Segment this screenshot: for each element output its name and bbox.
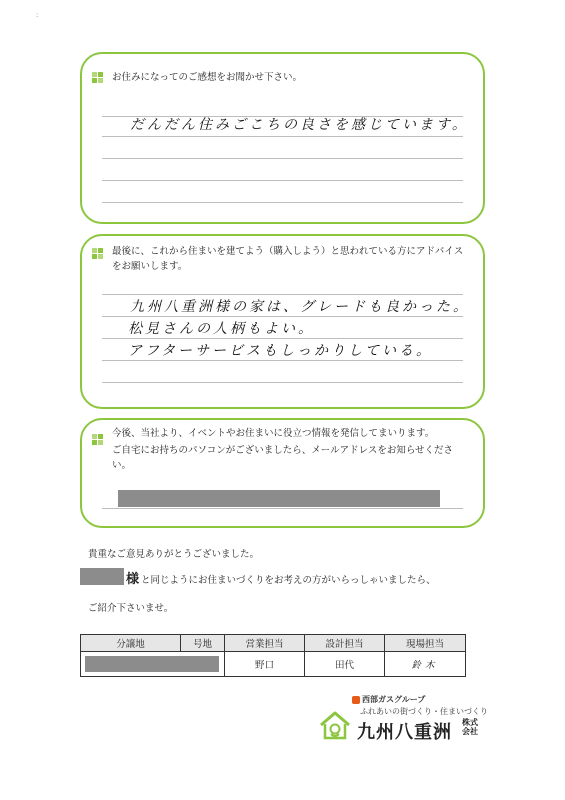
logo-tagline: ふれあいの街づくり・住まいづくり <box>360 707 488 716</box>
ruled-line <box>102 508 463 509</box>
feedback-box <box>80 52 485 224</box>
design-rep: 田代 <box>305 652 385 677</box>
company-suffix: 株式会社 <box>462 718 478 736</box>
staff-table <box>80 634 466 677</box>
ruled-line <box>102 338 463 339</box>
flame-icon <box>352 696 360 704</box>
handwritten-answer: 松見さんの人柄もよい。 <box>128 321 315 337</box>
green-square-icon <box>92 72 104 84</box>
redacted-name <box>80 568 124 585</box>
house-logo-icon <box>318 710 352 742</box>
sales-rep: 野口 <box>225 652 305 677</box>
handwritten-answer: 九州八重洲様の家は、グレードも良かった。 <box>130 299 470 315</box>
header-lot: 号地 <box>181 635 225 652</box>
info-text: 今後、当社より、イベントやお住まいに役立つ情報を発信してまいります。 <box>112 428 435 439</box>
redacted-email <box>118 490 440 507</box>
email-request-text: ご自宅にお持ちのパソコンがございましたら、メールアドレスをお知らせください。 <box>112 445 454 471</box>
redacted-subdivision <box>85 656 219 672</box>
header-subdivision: 分譲地 <box>81 635 181 652</box>
email-box <box>80 418 485 528</box>
please-text: ご紹介下さいませ。 <box>88 603 174 614</box>
group-logo <box>352 694 425 705</box>
company-name: 九州八重洲 <box>357 722 452 743</box>
intro-text: と同じようにお住まいづくりをお考えの方がいらっしゃいましたら、 <box>141 575 436 586</box>
ruled-line <box>102 158 463 159</box>
question-text: 最後に、これから住まいを建てよう（購入しよう）と思われている方にアドバイスをお願いします。 <box>112 246 464 272</box>
green-square-icon <box>92 434 104 446</box>
handwritten-answer: だんだん住みごこちの良さを感じています。 <box>130 117 469 133</box>
group-name: 西部ガスグループ <box>362 695 426 704</box>
ruled-line <box>102 136 463 137</box>
ruled-line <box>102 180 463 181</box>
ruled-line <box>102 382 463 383</box>
thanks-text: 貴重なご意見ありがとうございました。 <box>88 549 260 560</box>
honorific: 様 <box>126 572 140 587</box>
header-design: 設計担当 <box>305 635 385 652</box>
site-rep: 鈴木 <box>385 652 466 677</box>
handwritten-answer: アフターサービスもしっかりしている。 <box>128 343 434 359</box>
redacted-cell <box>81 652 225 677</box>
header-site: 現場担当 <box>385 635 466 652</box>
advice-box <box>80 234 485 409</box>
question-text: お住みになってのご感想をお聞かせ下さい。 <box>112 72 303 83</box>
ruled-line <box>102 316 463 317</box>
ruled-line <box>102 294 463 295</box>
ruled-line <box>102 360 463 361</box>
header-sales: 営業担当 <box>225 635 305 652</box>
ruled-line <box>102 202 463 203</box>
green-square-icon <box>92 248 104 260</box>
corner-mark: : <box>36 11 39 19</box>
